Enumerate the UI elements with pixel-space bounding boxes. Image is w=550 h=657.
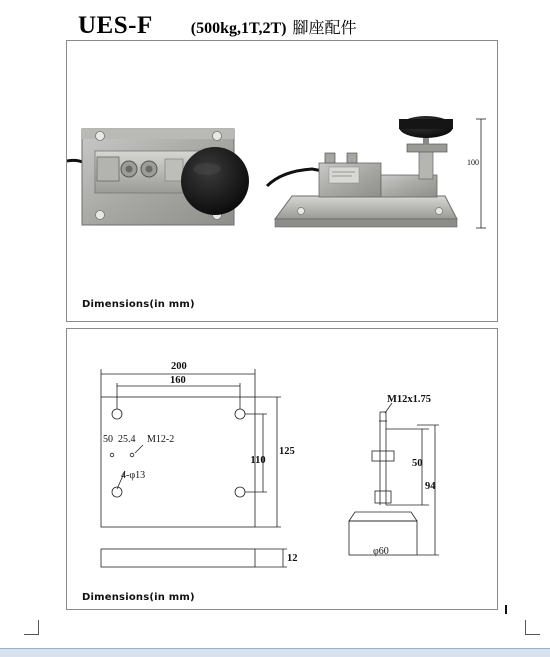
page-corner-mark-right [525,620,540,635]
capacity-range: (500kg,1T,2T) [190,20,287,37]
offset-b-label: 25.4 [118,434,136,445]
model-name: UES-F [78,12,153,39]
plate-height-dimensions [245,397,295,527]
plate-thickness: 12 [287,553,298,564]
plate-width-dimensions [101,361,255,409]
drawing-dimensions-caption: Dimensions(in mm) [82,592,195,603]
side-view-photo [267,116,457,227]
drawing-panel [66,328,498,610]
foot-base-diameter: φ60 [373,546,389,557]
holes-spec-label: 4-φ13 [121,470,146,481]
leveling-foot-drawing [349,394,439,557]
foot-stud-length: 50 [412,458,423,469]
plate-width-outer: 200 [171,361,187,372]
plate-side-view [101,549,298,567]
offset-a-label: 50 [103,434,113,445]
document-header [78,12,356,40]
plate-height-outer: 125 [279,446,295,457]
height-dimension [467,119,486,228]
product-photos [67,41,497,321]
center-thread-label: M12-2 [147,434,175,445]
photo-dimensions-caption: Dimensions(in mm) [82,299,195,310]
height-label: 100 [467,158,479,167]
top-view-photo [67,129,249,225]
technical-drawing [67,329,497,609]
foot-thread-label: M12x1.75 [387,394,432,405]
page-corner-mark-left [24,620,39,635]
product-description: 腳座配件 [292,18,357,37]
plate-width-holes: 160 [170,375,186,386]
photo-panel [66,40,498,322]
foot-total-height: 94 [425,481,436,492]
plate-top-view [101,397,255,527]
text-cursor [505,605,507,614]
plate-height-holes: 110 [250,455,266,466]
